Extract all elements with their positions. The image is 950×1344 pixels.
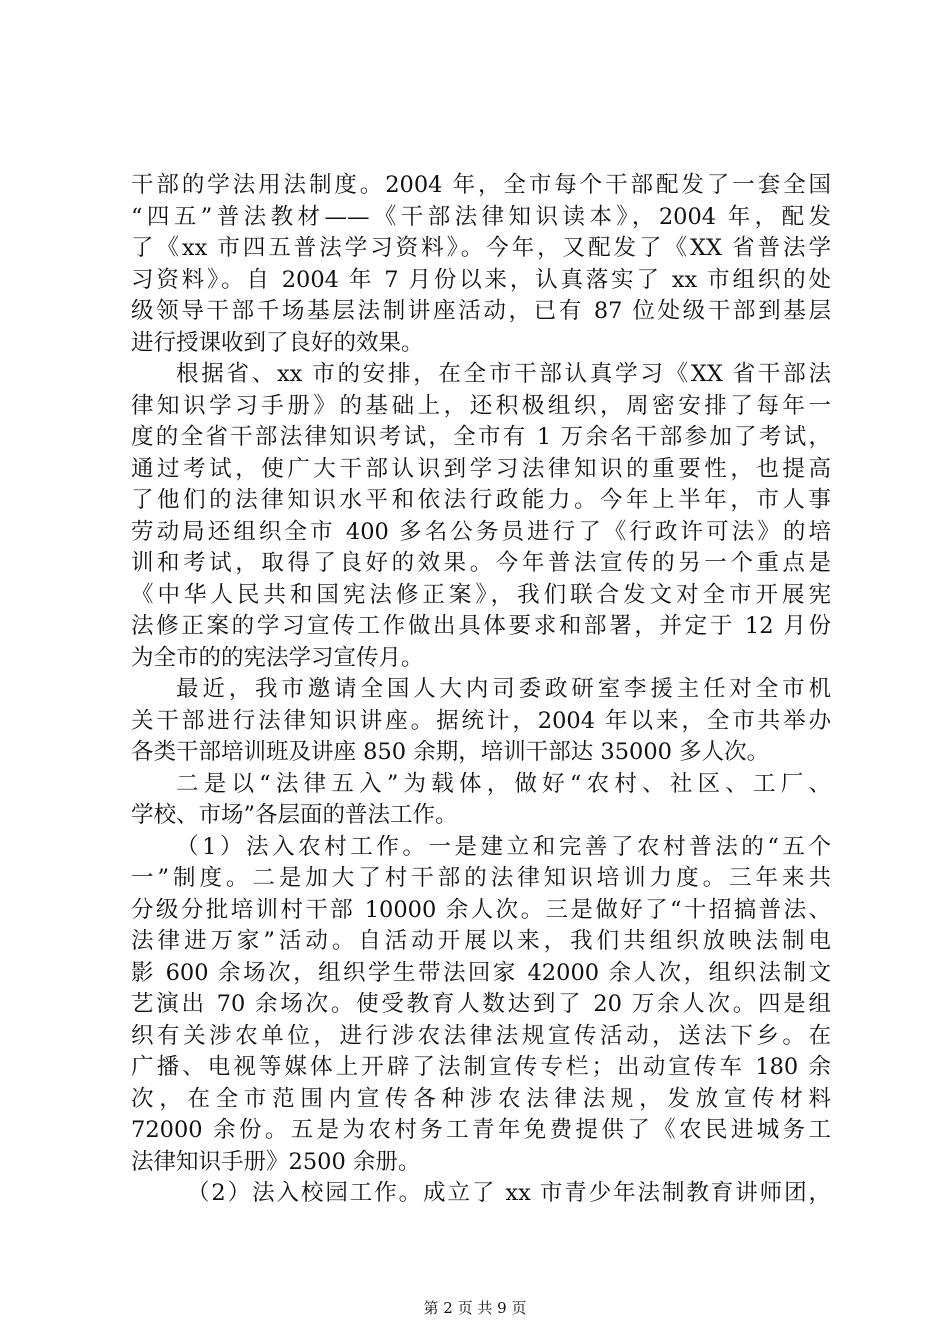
text-line: 二是以“法律五入”为载体，做好“农村、社区、工厂、 [176,770,831,797]
text-line: 了《xx 市四五普法学习资料》。今年，又配发了《XX 省普法学 [131,235,831,261]
text-line: 度的全省干部法律知识考试，全市有 1 万余名干部参加了考试， [131,424,831,450]
text-line: 分级分批培训村干部 10000 余人次。三是做好了“十招搞普法、 [131,896,831,923]
text-line: 72000 余份。五是为农村务工青年免费提供了《农民进城务工 [131,1117,831,1143]
text-line: 《中华人民共和国宪法修正案》，我们联合发文对全市开展宪 [131,581,831,608]
text-line: 次，在全市范围内宣传各种涉农法律法规，发放宣传材料 [131,1085,831,1112]
text-line: 为全市的的宪法学习宣传月。 [131,644,424,671]
text-line: 广播、电视等媒体上开辟了法制宣传专栏；出动宣传车 180 余 [131,1054,831,1080]
text-line: 最近，我市邀请全国人大内司委政研室李援主任对全市机 [176,676,831,702]
text-line: 关干部进行法律知识讲座。据统计，2004 年以来，全市共举办 [131,707,831,734]
text-line: “四五”普法教材——《干部法律知识读本》，2004 年，配发 [131,203,831,230]
body-text [131,170,831,1210]
text-line: 律知识学习手册》的基础上，还积极组织，周密安排了每年一 [131,392,831,419]
text-line: 训和考试，取得了良好的效果。今年普法宣传的另一个重点是 [131,550,831,576]
text-line: 法律知识手册》2500 余册。 [131,1148,421,1175]
text-line: 一”制度。二是加大了村干部的法律知识培训力度。三年来共 [131,865,831,891]
text-line: 了他们的法律知识水平和依法行政能力。今年上半年，市人事 [131,487,831,513]
page-footer: 第 2 页 共 9 页 [423,1299,527,1317]
text-line: 法修正案的学习宣传工作做出具体要求和部署，并定于 12 月份 [131,613,831,639]
text-line: 影 600 余场次，组织学生带法回家 42000 余人次，组织法制文 [131,959,831,986]
text-line: 法律进万家”活动。自活动开展以来，我们共组织放映法制电 [131,928,831,954]
text-line: 习资料》。自 2004 年 7 月份以来，认真落实了 xx 市组织的处 [131,266,831,293]
text-line: 进行授课收到了良好的效果。 [131,329,424,356]
text-line: 艺演出 70 余场次。使受教育人数达到了 20 万余人次。四是组 [131,991,831,1017]
text-line: 通过考试，使广大干部认识到学习法律知识的重要性，也提高 [131,455,831,482]
text-line: （2）法入校园工作。成立了 xx 市青少年法制教育讲师团， [187,1180,831,1206]
text-line: 根据省、xx 市的安排，在全市干部认真学习《XX 省干部法 [176,361,831,387]
text-line: 劳动局还组织全市 400 多名公务员进行了《行政许可法》的培 [131,518,831,545]
text-line: 织有关涉农单位，进行涉农法律法规宣传活动，送法下乡。在 [131,1022,831,1049]
text-line: 级领导干部千场基层法制讲座活动，已有 87 位处级干部到基层 [131,298,831,324]
text-line: 干部的学法用法制度。2004 年，全市每个干部配发了一套全国 [131,172,831,198]
text-line: （1）法入农村工作。一是建立和完善了农村普法的“五个 [176,833,831,860]
text-line: 学校、市场”各层面的普法工作。 [131,802,458,828]
text-line: 各类干部培训班及讲座 850 余期，培训干部达 35000 多人次。 [131,739,770,765]
